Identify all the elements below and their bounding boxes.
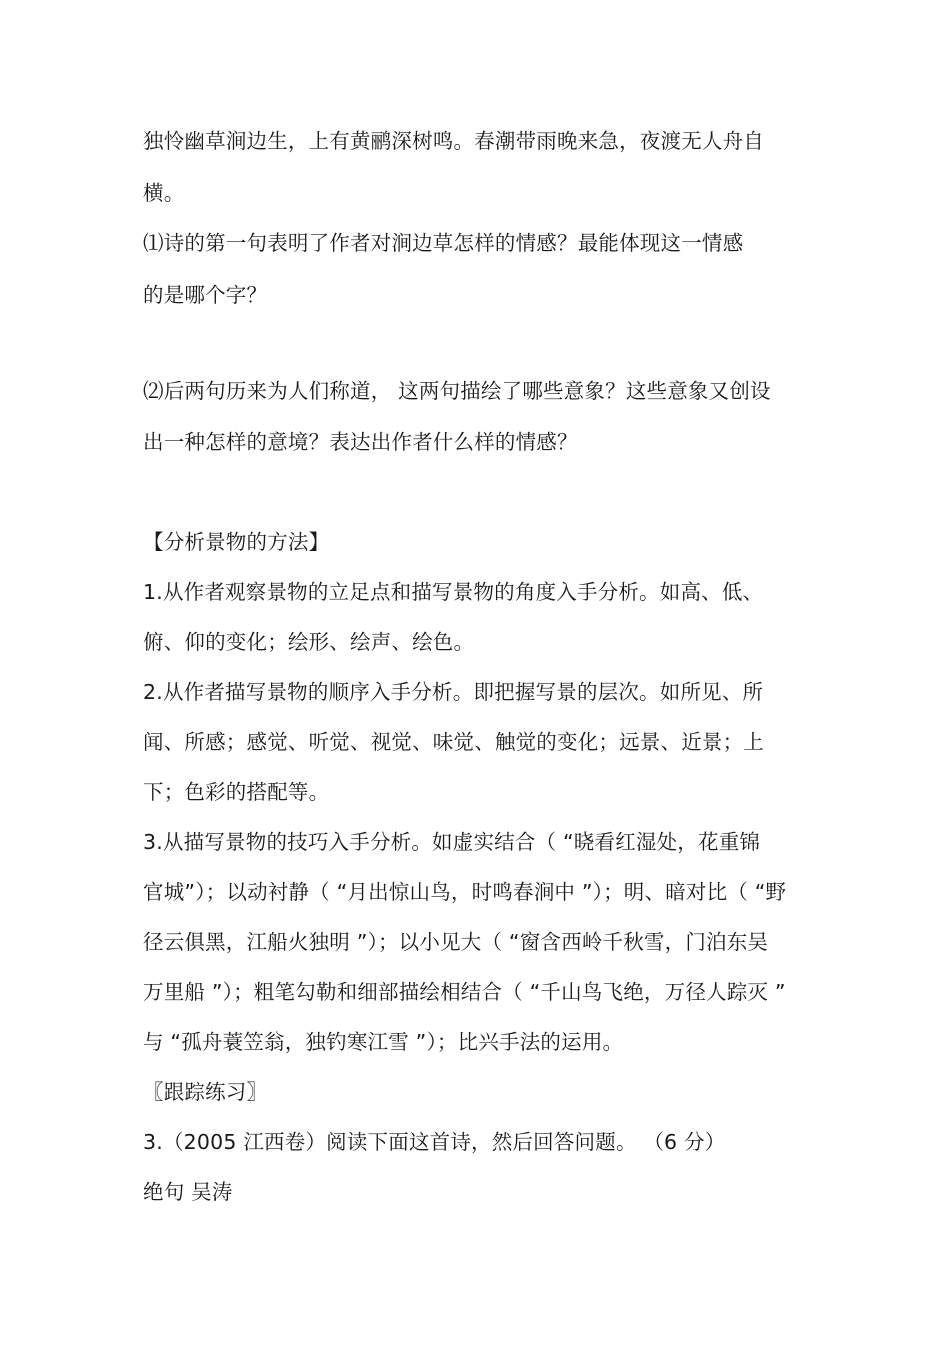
question-1-line-1: ⑴诗的第一句表明了作者对涧边草怎样的情感？最能体现这一情感 xyxy=(143,231,744,255)
method-3-line-1: 3.从描写景物的技巧入手分析。如虚实结合（ “晓看红湿处，花重锦 xyxy=(143,830,761,854)
method-1-line-2: 俯、仰的变化；绘形、绘声、绘色。 xyxy=(143,630,475,654)
method-2-line-2: 闻、所感；感觉、听觉、视觉、味觉、触觉的变化；远景、近景；上 xyxy=(143,730,764,754)
method-2-line-1: 2.从作者描写景物的顺序入手分析。即把握写景的层次。如所见、所 xyxy=(143,680,764,704)
poem-line-2: 横。 xyxy=(143,181,185,205)
method-1-line-1: 1.从作者观察景物的立足点和描写景物的角度入手分析。如高、低、 xyxy=(143,580,764,604)
method-3-line-5: 与 “孤舟蓑笠翁，独钓寒江雪 ”）；比兴手法的运用。 xyxy=(143,1030,624,1054)
section-heading-practice: 〖跟踪练习〗 xyxy=(143,1080,268,1104)
method-3-line-3: 径云俱黑，江船火独明 ”）；以小见大（ “窗含西岭千秋雪，门泊东吴 xyxy=(143,930,769,954)
section-heading-method: 【分析景物的方法】 xyxy=(143,530,330,554)
method-2-line-3: 下；色彩的搭配等。 xyxy=(143,780,330,804)
poem-line-1: 独怜幽草涧边生，上有黄鹂深树鸣。春潮带雨晚来急，夜渡无人舟自 xyxy=(143,129,764,153)
method-3-line-4: 万里船 ”）；粗笔勾勒和细部描绘相结合（ “千山鸟飞绝，万径人踪灭 ” xyxy=(143,980,786,1004)
question-1-line-2: 的是哪个字？ xyxy=(143,283,268,307)
method-3-line-2: 官城”）；以动衬静（ “月出惊山鸟，时鸣春涧中 ”）；明、暗对比（ “野 xyxy=(143,880,787,904)
question-2-line-2: 出一种怎样的意境？表达出作者什么样的情感？ xyxy=(143,430,578,454)
practice-question-3: 3.（2005 江西卷）阅读下面这首诗，然后回答问题。 （6 分） xyxy=(143,1130,726,1154)
poem-title-author: 绝句 吴涛 xyxy=(143,1180,233,1204)
question-2-line-1: ⑵后两句历来为人们称道， 这两句描绘了哪些意象？这些意象又创设 xyxy=(143,379,771,403)
